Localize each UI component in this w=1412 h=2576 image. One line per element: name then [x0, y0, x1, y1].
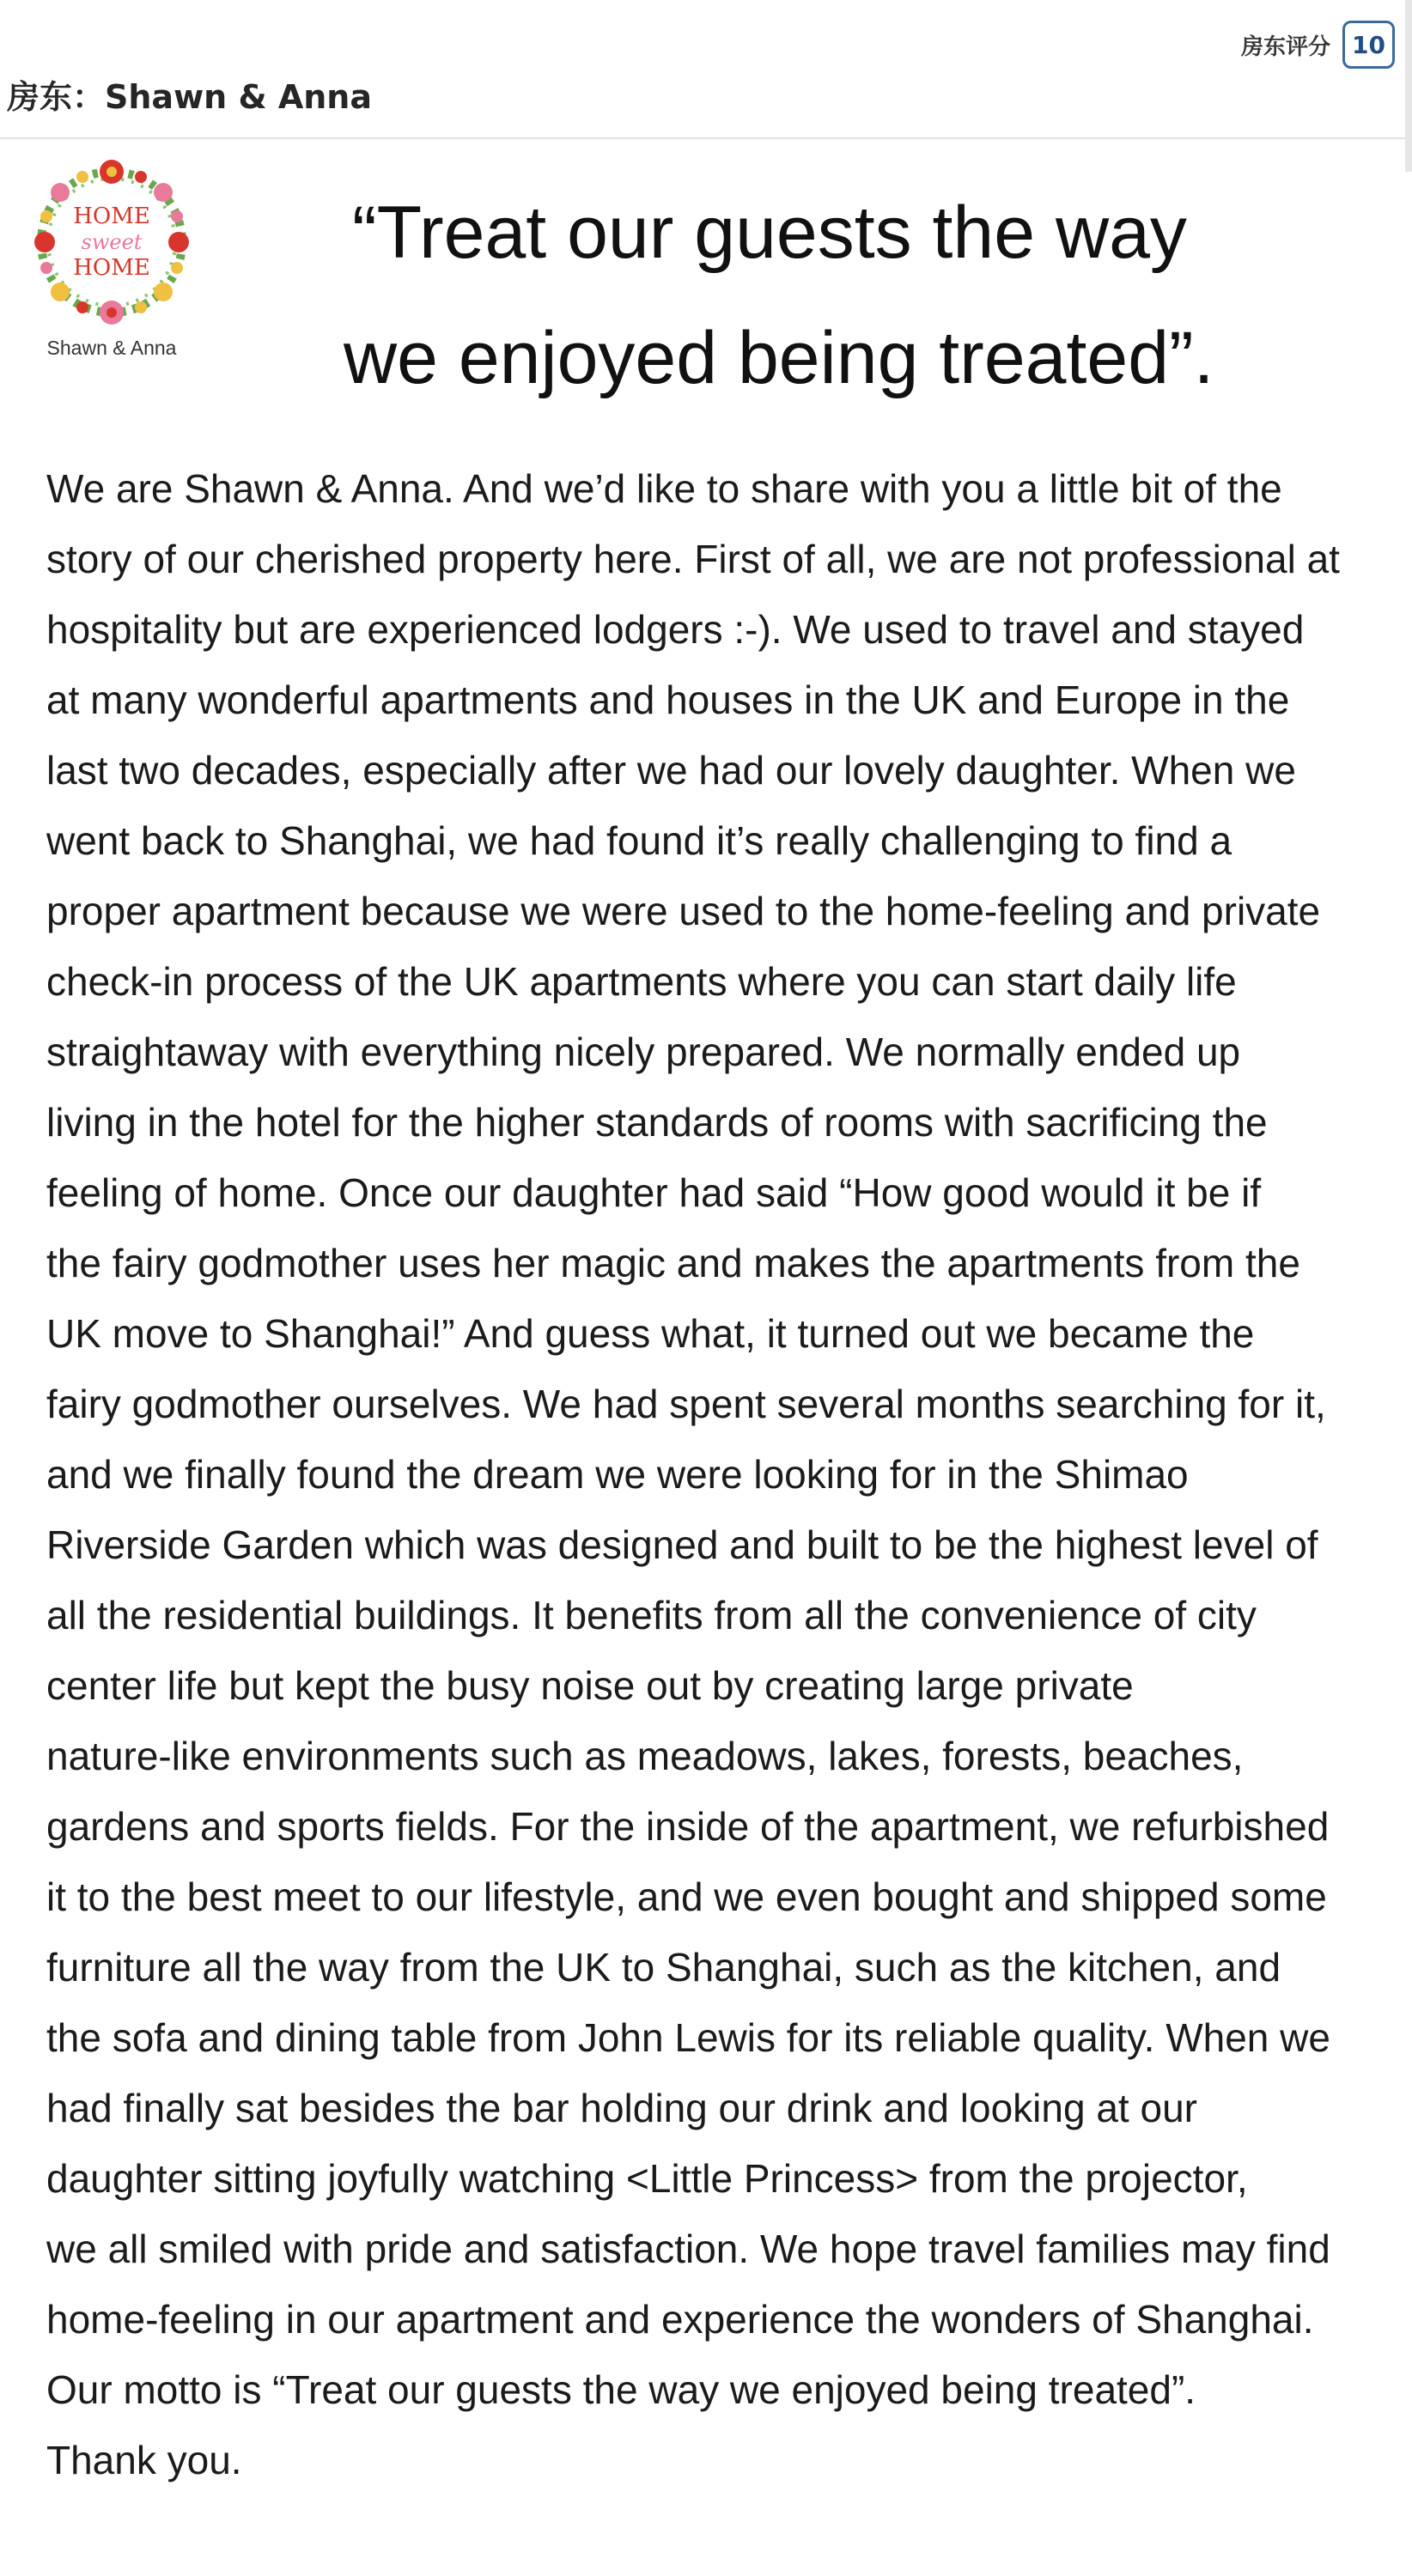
story-line: center life but kept the busy noise out by creating large private — [46, 1663, 1134, 1708]
hero-section — [0, 146, 1412, 404]
story-line: the sofa and dining table from John Lewis for its reliable quality. When we — [46, 2015, 1330, 2060]
story-line: the fairy godmother uses her magic and makes the apartments from the — [46, 1241, 1300, 1285]
story-line: straightaway with everything nicely prepared. We normally ended up — [46, 1030, 1241, 1074]
story-line: UK move to Shanghai!” And guess what, it turned out we became the — [46, 1311, 1255, 1356]
logo-text-3: HOME — [73, 255, 150, 281]
host-rating-badge: 10 — [1342, 21, 1395, 69]
logo-text-1: HOME — [73, 204, 150, 229]
story-line: furniture all the way from the UK to Shanghai, such as the kitchen, and — [46, 1945, 1281, 1990]
story-line: all the residential buildings. It benefits from all the convenience of city — [46, 1593, 1257, 1637]
motto-heading — [344, 170, 1374, 421]
story-line: at many wonderful apartments and houses in the UK and Europe in the — [46, 677, 1290, 722]
story-line: nature-like environments such as meadows, lakes, forests, beaches, — [46, 1734, 1244, 1778]
story-line: Thank you. — [46, 2438, 242, 2482]
story-line: check-in process of the UK apartments where you can start daily life — [46, 959, 1237, 1004]
story-line: hospitality but are experienced lodgers :-). We used to travel and stayed — [46, 607, 1305, 652]
story-line: story of our cherished property here. First of all, we are not professional at — [46, 537, 1340, 581]
story-line: Our motto is “Treat our guests the way we enjoyed being treated”. — [46, 2367, 1196, 2412]
story-line: We are Shawn & Anna. And we’d like to share with you a little bit of the — [46, 466, 1282, 511]
story-line: daughter sitting joyfully watching <Little Princess> from the projector, — [46, 2156, 1248, 2201]
story-line: it to the best meet to our lifestyle, and we even bought and shipped some — [46, 1874, 1327, 1919]
story-line: feeling of home. Once our daughter had said “How good would it be if — [46, 1170, 1262, 1215]
story-line: had finally sat besides the bar holding our drink and looking at our — [46, 2086, 1197, 2130]
story-line: went back to Shanghai, we had found it’s really challenging to find a — [46, 818, 1232, 863]
home-sweet-home-wreath-icon — [26, 156, 198, 328]
story-line: proper apartment because we were used to the home-feeling and private — [46, 889, 1321, 933]
story-line: fairy godmother ourselves. We had spent several months searching for it, — [46, 1382, 1326, 1426]
motto-line-2: we enjoyed being treated”. — [344, 317, 1214, 399]
logo-text-2: sweet — [81, 230, 143, 254]
story-line: we all smiled with pride and satisfaction. We hope travel families may find — [46, 2227, 1330, 2271]
story-line: and we finally found the dream we were looking for in the Shimao — [46, 1452, 1189, 1497]
host-logo — [17, 156, 206, 360]
story-line: last two decades, especially after we had our lovely daughter. When we — [46, 748, 1296, 793]
motto-line-1: “Treat our guests the way — [352, 191, 1187, 274]
story-line: living in the hotel for the higher standards of rooms with sacrificing the — [46, 1100, 1268, 1145]
story-line: gardens and sports fields. For the inside of the apartment, we refurbished — [46, 1804, 1330, 1849]
host-header — [0, 0, 1412, 139]
story-line: Riverside Garden which was designed and built to be the highest level of — [46, 1522, 1318, 1567]
host-name: 房东：Shawn & Anna — [7, 78, 372, 116]
host-rating-label: 房东评分 — [1241, 33, 1331, 60]
logo-caption: Shawn & Anna — [46, 337, 177, 359]
host-rating — [1241, 21, 1395, 69]
host-story — [46, 453, 1386, 2495]
story-line: home-feeling in our apartment and experience the wonders of Shanghai. — [46, 2297, 1314, 2342]
